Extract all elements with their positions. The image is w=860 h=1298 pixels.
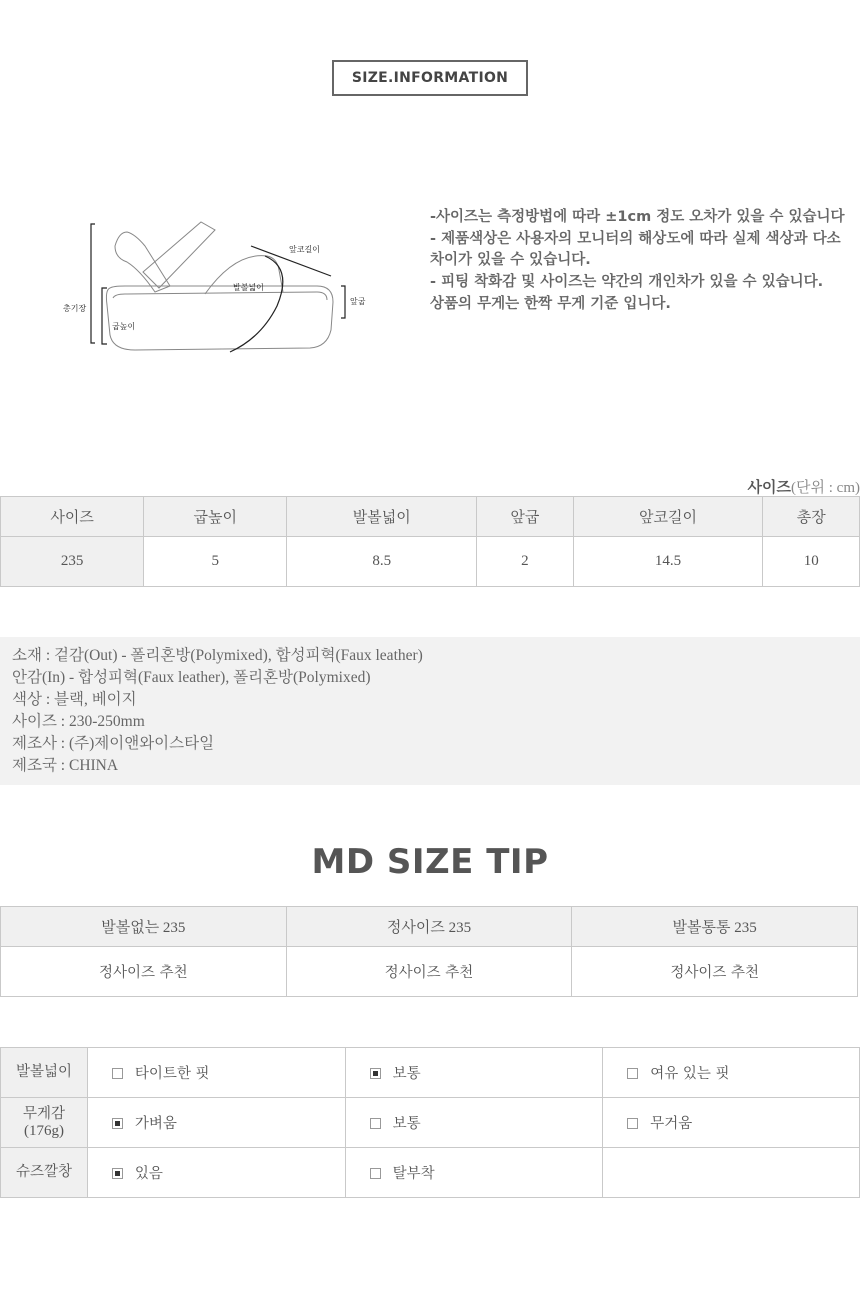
fit-option-cell: 탈부착 xyxy=(345,1148,603,1198)
fit-option-cell: 가벼움 xyxy=(87,1098,345,1148)
front-height-bracket xyxy=(341,286,345,318)
size-table-header-row xyxy=(1,497,860,537)
size-cell: 235 xyxy=(1,537,144,587)
note-color: - 제품색상은 사용자의 모니터의 해상도에 따라 실제 색상과 다소 차이가 있을 수 있습니다. xyxy=(430,231,841,268)
fit-option-cell: 타이트한 핏 xyxy=(87,1048,345,1098)
sandal-cross-strap xyxy=(143,222,215,288)
fit-option-cell: 보통 xyxy=(345,1048,603,1098)
material-manufacturer: 제조사 : (주)제이앤와이스타일 xyxy=(12,735,215,752)
fit-option-cell: 여유 있는 핏 xyxy=(603,1048,860,1098)
fit-label-insole: 슈즈깔창 xyxy=(1,1148,88,1198)
md-header-narrow: 발볼없는 235 xyxy=(1,907,287,947)
front-height-label: 앞굽 xyxy=(350,297,366,306)
size-header-ball-width: 발볼넓이 xyxy=(287,497,477,537)
size-header-heel: 굽높이 xyxy=(144,497,287,537)
sandal-sole xyxy=(106,286,333,350)
checkbox-icon xyxy=(112,1168,123,1179)
checkbox-icon xyxy=(112,1118,123,1129)
fit-label-weight: 무게감 (176g) xyxy=(1,1098,88,1148)
size-header-total-length: 총장 xyxy=(763,497,860,537)
material-size-range: 사이즈 : 230-250mm xyxy=(12,713,145,730)
front-heel-cell: 2 xyxy=(477,537,574,587)
sandal-footbed xyxy=(113,292,327,300)
md-header-wide: 발볼통통 235 xyxy=(572,907,858,947)
sandal-measurement-diagram xyxy=(55,210,385,370)
size-unit-caption xyxy=(748,476,860,497)
fit-row-weight xyxy=(1,1098,860,1148)
fit-option-cell-empty xyxy=(603,1148,860,1198)
heel-cell: 5 xyxy=(144,537,287,587)
md-size-tip-table xyxy=(0,906,858,997)
fit-row-insole xyxy=(1,1148,860,1198)
checkbox-icon xyxy=(370,1068,381,1079)
note-fitting: - 피팅 착화감 및 사이즈는 약간의 개인차가 있을 수 있습니다. xyxy=(430,274,824,290)
note-measurement: -사이즈는 측정방법에 따라 ±1cm 정도 오차가 있을 수 있습니다 xyxy=(430,209,845,225)
material-color: 색상 : 블랙, 베이지 xyxy=(12,691,137,708)
heel-height-label: 굽높이 xyxy=(112,322,136,331)
material-inner: 안감(In) - 합성피혁(Faux leather), 폴리혼방(Polymixed) xyxy=(12,669,371,686)
ball-width-cell: 8.5 xyxy=(287,537,477,587)
total-length-label: 총기장 xyxy=(63,304,87,313)
material-origin: 제조국 : CHINA xyxy=(12,757,119,774)
checkbox-icon xyxy=(627,1068,638,1079)
total-length-cell: 10 xyxy=(763,537,860,587)
fit-label-ball-width: 발볼넓이 xyxy=(1,1048,88,1098)
size-unit: (단위 : cm) xyxy=(791,480,860,496)
md-recommend-regular: 정사이즈 추천 xyxy=(286,947,572,997)
toe-length-label: 앞코길이 xyxy=(289,245,320,254)
material-outer: 소재 : 겉감(Out) - 폴리혼방(Polymixed), 합성피혁(Faux leather) xyxy=(12,647,423,664)
size-notes xyxy=(430,207,850,316)
md-header-regular: 정사이즈 235 xyxy=(286,907,572,947)
size-header-toe-length: 앞코길이 xyxy=(573,497,763,537)
fit-table xyxy=(0,1047,860,1198)
checkbox-icon xyxy=(627,1118,638,1129)
toe-length-cell: 14.5 xyxy=(573,537,763,587)
ball-width-curve xyxy=(230,256,283,352)
size-header-front-heel: 앞굽 xyxy=(477,497,574,537)
note-weight: 상품의 무게는 한짝 무게 기준 입니다. xyxy=(430,296,671,312)
checkbox-icon xyxy=(370,1118,381,1129)
fit-row-ball-width xyxy=(1,1048,860,1098)
size-table-title: 사이즈 xyxy=(747,478,792,496)
md-size-tip-title: MD SIZE TIP xyxy=(311,842,549,882)
table-row xyxy=(1,947,858,997)
material-info xyxy=(0,637,860,785)
fit-option-cell: 무거움 xyxy=(603,1098,860,1148)
total-length-bracket xyxy=(91,224,95,343)
ball-width-label: 발볼넓이 xyxy=(233,283,264,292)
md-tip-header-row xyxy=(1,907,858,947)
size-header-size: 사이즈 xyxy=(1,497,144,537)
size-table xyxy=(0,496,860,587)
sandal-ankle-strap xyxy=(115,232,170,292)
checkbox-icon xyxy=(370,1168,381,1179)
table-row xyxy=(1,537,860,587)
md-recommend-wide: 정사이즈 추천 xyxy=(572,947,858,997)
fit-option-cell: 있음 xyxy=(87,1148,345,1198)
fit-option-cell: 보통 xyxy=(345,1098,603,1148)
checkbox-icon xyxy=(112,1068,123,1079)
size-information-badge: SIZE.INFORMATION xyxy=(332,60,528,96)
md-recommend-narrow: 정사이즈 추천 xyxy=(1,947,287,997)
sandal-illustration xyxy=(55,210,385,370)
